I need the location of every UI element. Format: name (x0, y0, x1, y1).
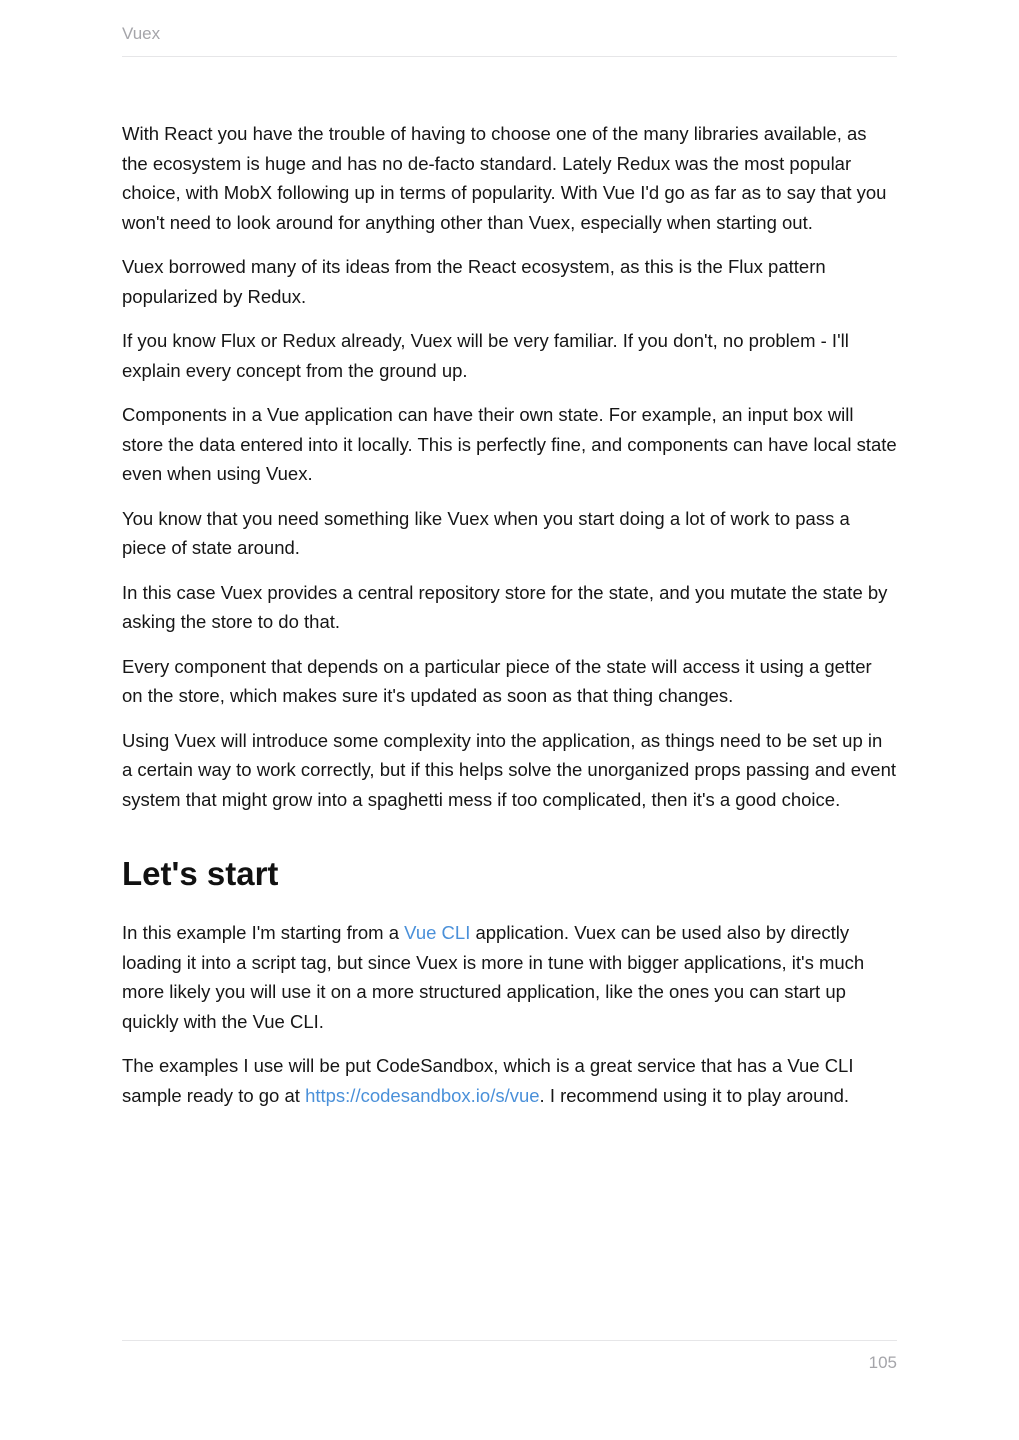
page-footer (122, 1340, 897, 1373)
text-run: Using Vuex will introduce some complexity into the application, as things need to be set up in a certain way to work correctly, but if this helps solve the unorganized props passing and event system that might grow into a spaghetti mess if too complicated, then it's a good choice. (122, 729, 896, 810)
section-heading: Let's start (122, 855, 279, 892)
paragraph (122, 326, 897, 385)
header-title: Vuex (122, 24, 161, 43)
paragraph (122, 504, 897, 563)
text-run: With React you have the trouble of having to choose one of the many libraries available, as the ecosystem is huge and has no de-facto standard. Lately Redux was the most popular choice, with MobX following up in terms of popularity. With Vue I'd go as far as to say that you won't need to look around for anything other than Vuex, especially when starting out. (122, 123, 887, 233)
paragraph (122, 652, 897, 711)
paragraph (122, 252, 897, 311)
paragraph (122, 119, 897, 237)
paragraph (122, 1051, 897, 1110)
text-run: In this case Vuex provides a central repository store for the state, and you mutate the state by asking the store to do that. (122, 581, 888, 632)
text-run: . I recommend using it to play around. (539, 1084, 850, 1106)
text-run: Every component that depends on a particular piece of the state will access it using a getter on the store, which makes sure it's updated as soon as that thing changes. (122, 655, 872, 706)
text-link[interactable]: Vue CLI (404, 922, 471, 943)
content (122, 119, 897, 1110)
page-header (122, 0, 897, 57)
text-run: In this example I'm starting from a (122, 922, 405, 943)
paragraph (122, 400, 897, 489)
page-number: 105 (868, 1353, 897, 1372)
text-run: If you know Flux or Redux already, Vuex will be very familiar. If you don't, no problem - I'll explain every concept from the ground up. (122, 330, 849, 381)
text-run: application. Vuex can be used also by directly loading it into a script tag, but since Vuex is more in tune with bigger applications, it's much more likely you will use it on a more structured application, like the ones you can start up quickly with the Vue CLI. (122, 922, 865, 1032)
text-run: Vuex borrowed many of its ideas from the React ecosystem, as this is the Flux pattern popularized by Redux. (122, 256, 826, 307)
text-run: Components in a Vue application can have their own state. For example, an input box will store the data entered into it locally. This is perfectly fine, and components can have local state even when using Vuex. (122, 404, 897, 484)
text-run: You know that you need something like Vuex when you start doing a lot of work to pass a piece of state around. (122, 507, 850, 558)
text-run: The examples I use will be put CodeSandbox, which is a great service that has a Vue CLI sample ready to go at (122, 1055, 854, 1106)
paragraph (122, 918, 897, 1036)
paragraph (122, 726, 897, 815)
paragraph (122, 578, 897, 637)
text-link[interactable]: https://codesandbox.io/s/vue (305, 1084, 540, 1106)
